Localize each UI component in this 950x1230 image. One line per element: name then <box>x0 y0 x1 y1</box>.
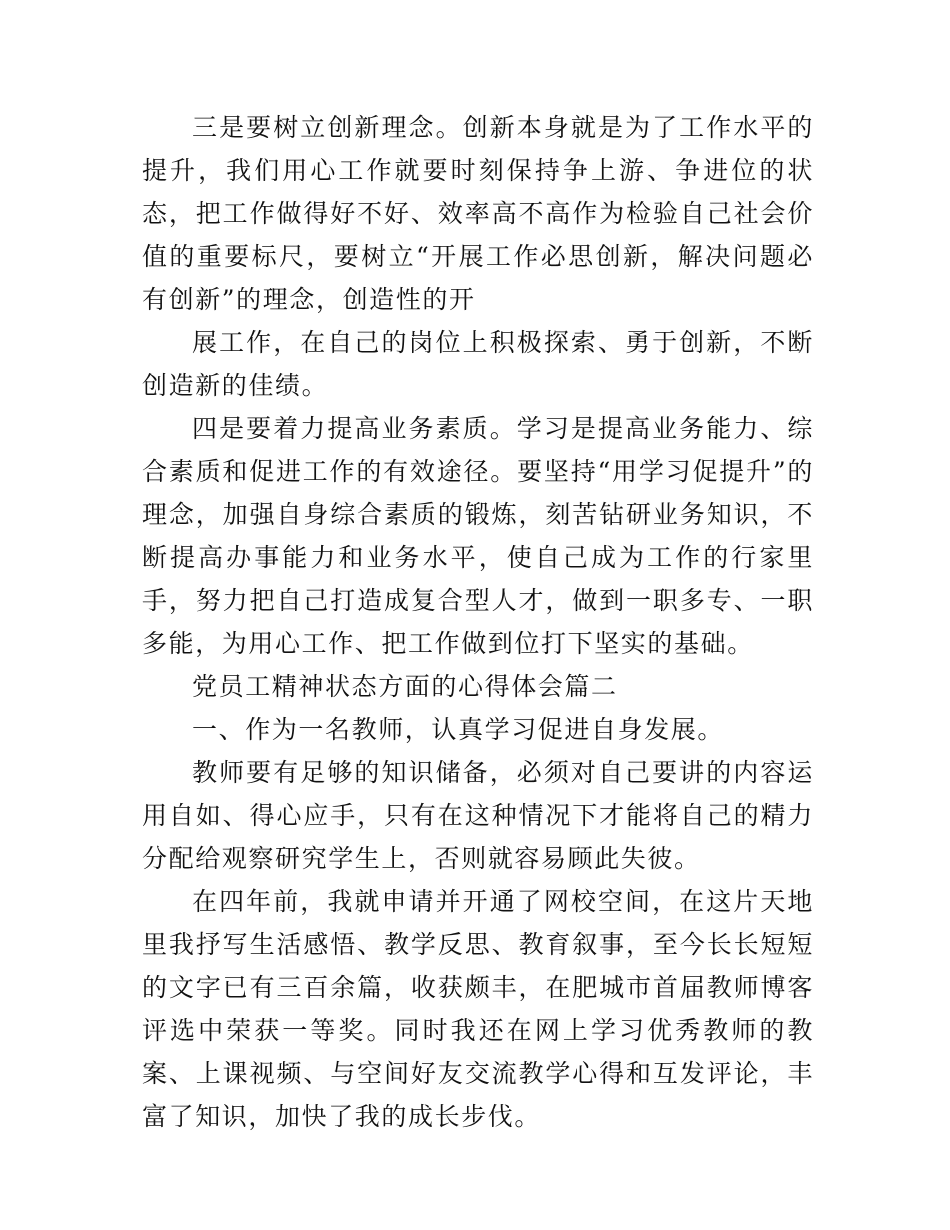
paragraph-innovation: 三是要树立创新理念。创新本身就是为了工作水平的提升，我们用心工作就要时刻保持争上游、争进位的状态，把工作做得好不好、效率高不高作为检验自己社会价值的重要标尺，要树立“开展工作必思创新，解决问题必有创新”的理念，创造性的开 <box>142 113 814 314</box>
paragraph-innovation-continued: 展工作，在自己的岗位上积极探索、勇于创新，不断创造新的佳绩。 <box>142 328 814 400</box>
paragraph-knowledge: 教师要有足够的知识储备，必须对自己要讲的内容运用自如、得心应手，只有在这种情况下才能将自己的精力分配给观察研究学生上，否则就容易顾此失彼。 <box>142 758 814 873</box>
paragraph-business-quality: 四是要着力提高业务素质。学习是提高业务能力、综合素质和促进工作的有效途径。要坚持“用学习促提升”的理念，加强自身综合素质的锻炼，刻苦钻研业务知识，不断提高办事能力和业务水平，使自己成为工作的行家里手，努力把自己打造成复合型人才，做到一职多专、一职多能，为用心工作、把工作做到位打下坚实的基础。 <box>142 414 814 658</box>
section-heading: 党员工精神状态方面的心得体会篇二 <box>192 672 618 701</box>
paragraph-online-space: 在四年前，我就申请并开通了网校空间，在这片天地里我抒写生活感悟、教学反思、教育叙事，至今长长短短的文字已有三百余篇，收获颇丰，在肥城市首届教师博客评选中荣获一等奖。同时我还在网上学习优秀教师的教案、上课视频、与空间好友交流教学心得和互发评论，丰富了知识，加快了我的成长步伐。 <box>142 887 814 1131</box>
document-body <box>142 106 814 1138</box>
subsection-heading: 一、作为一名教师，认真学习促进自身发展。 <box>192 715 725 744</box>
